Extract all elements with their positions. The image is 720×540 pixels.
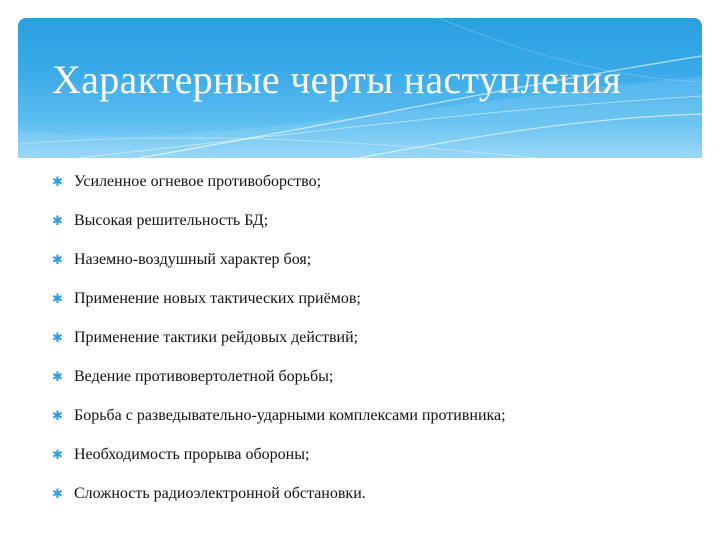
asterisk-bullet-icon: ✱ bbox=[52, 291, 63, 307]
bullet-item bbox=[52, 474, 692, 513]
asterisk-bullet-icon: ✱ bbox=[52, 369, 63, 385]
bullet-item bbox=[52, 318, 692, 357]
bullet-text: Борьба с разведывательно-ударными комплексами противника; bbox=[74, 406, 506, 424]
bullet-item bbox=[52, 396, 692, 435]
bullet-text: Ведение противовертолетной борьбы; bbox=[74, 367, 334, 385]
asterisk-bullet-icon: ✱ bbox=[52, 213, 63, 229]
bullet-item bbox=[52, 357, 692, 396]
bullet-list bbox=[52, 162, 692, 513]
asterisk-bullet-icon: ✱ bbox=[52, 252, 63, 268]
bullet-item bbox=[52, 240, 692, 279]
bullet-text: Применение новых тактических приёмов; bbox=[74, 289, 361, 307]
bullet-item bbox=[52, 201, 692, 240]
asterisk-bullet-icon: ✱ bbox=[52, 174, 63, 190]
bullet-text: Необходимость прорыва обороны; bbox=[74, 445, 310, 463]
bullet-text: Сложность радиоэлектронной обстановки. bbox=[74, 484, 366, 502]
bullet-text: Наземно-воздушный характер боя; bbox=[74, 250, 312, 268]
bullet-text: Высокая решительность БД; bbox=[74, 211, 269, 229]
bullet-item bbox=[52, 279, 692, 318]
title-banner bbox=[18, 18, 702, 158]
asterisk-bullet-icon: ✱ bbox=[52, 330, 63, 346]
bullet-text: Усиленное огневое противоборство; bbox=[74, 172, 322, 190]
bullet-item bbox=[52, 435, 692, 474]
asterisk-bullet-icon: ✱ bbox=[52, 408, 63, 424]
asterisk-bullet-icon: ✱ bbox=[52, 486, 63, 502]
asterisk-bullet-icon: ✱ bbox=[52, 447, 63, 463]
slide-title: Характерные черты наступления bbox=[52, 57, 622, 102]
bullet-item bbox=[52, 162, 692, 201]
bullet-text: Применение тактики рейдовых действий; bbox=[74, 328, 359, 346]
